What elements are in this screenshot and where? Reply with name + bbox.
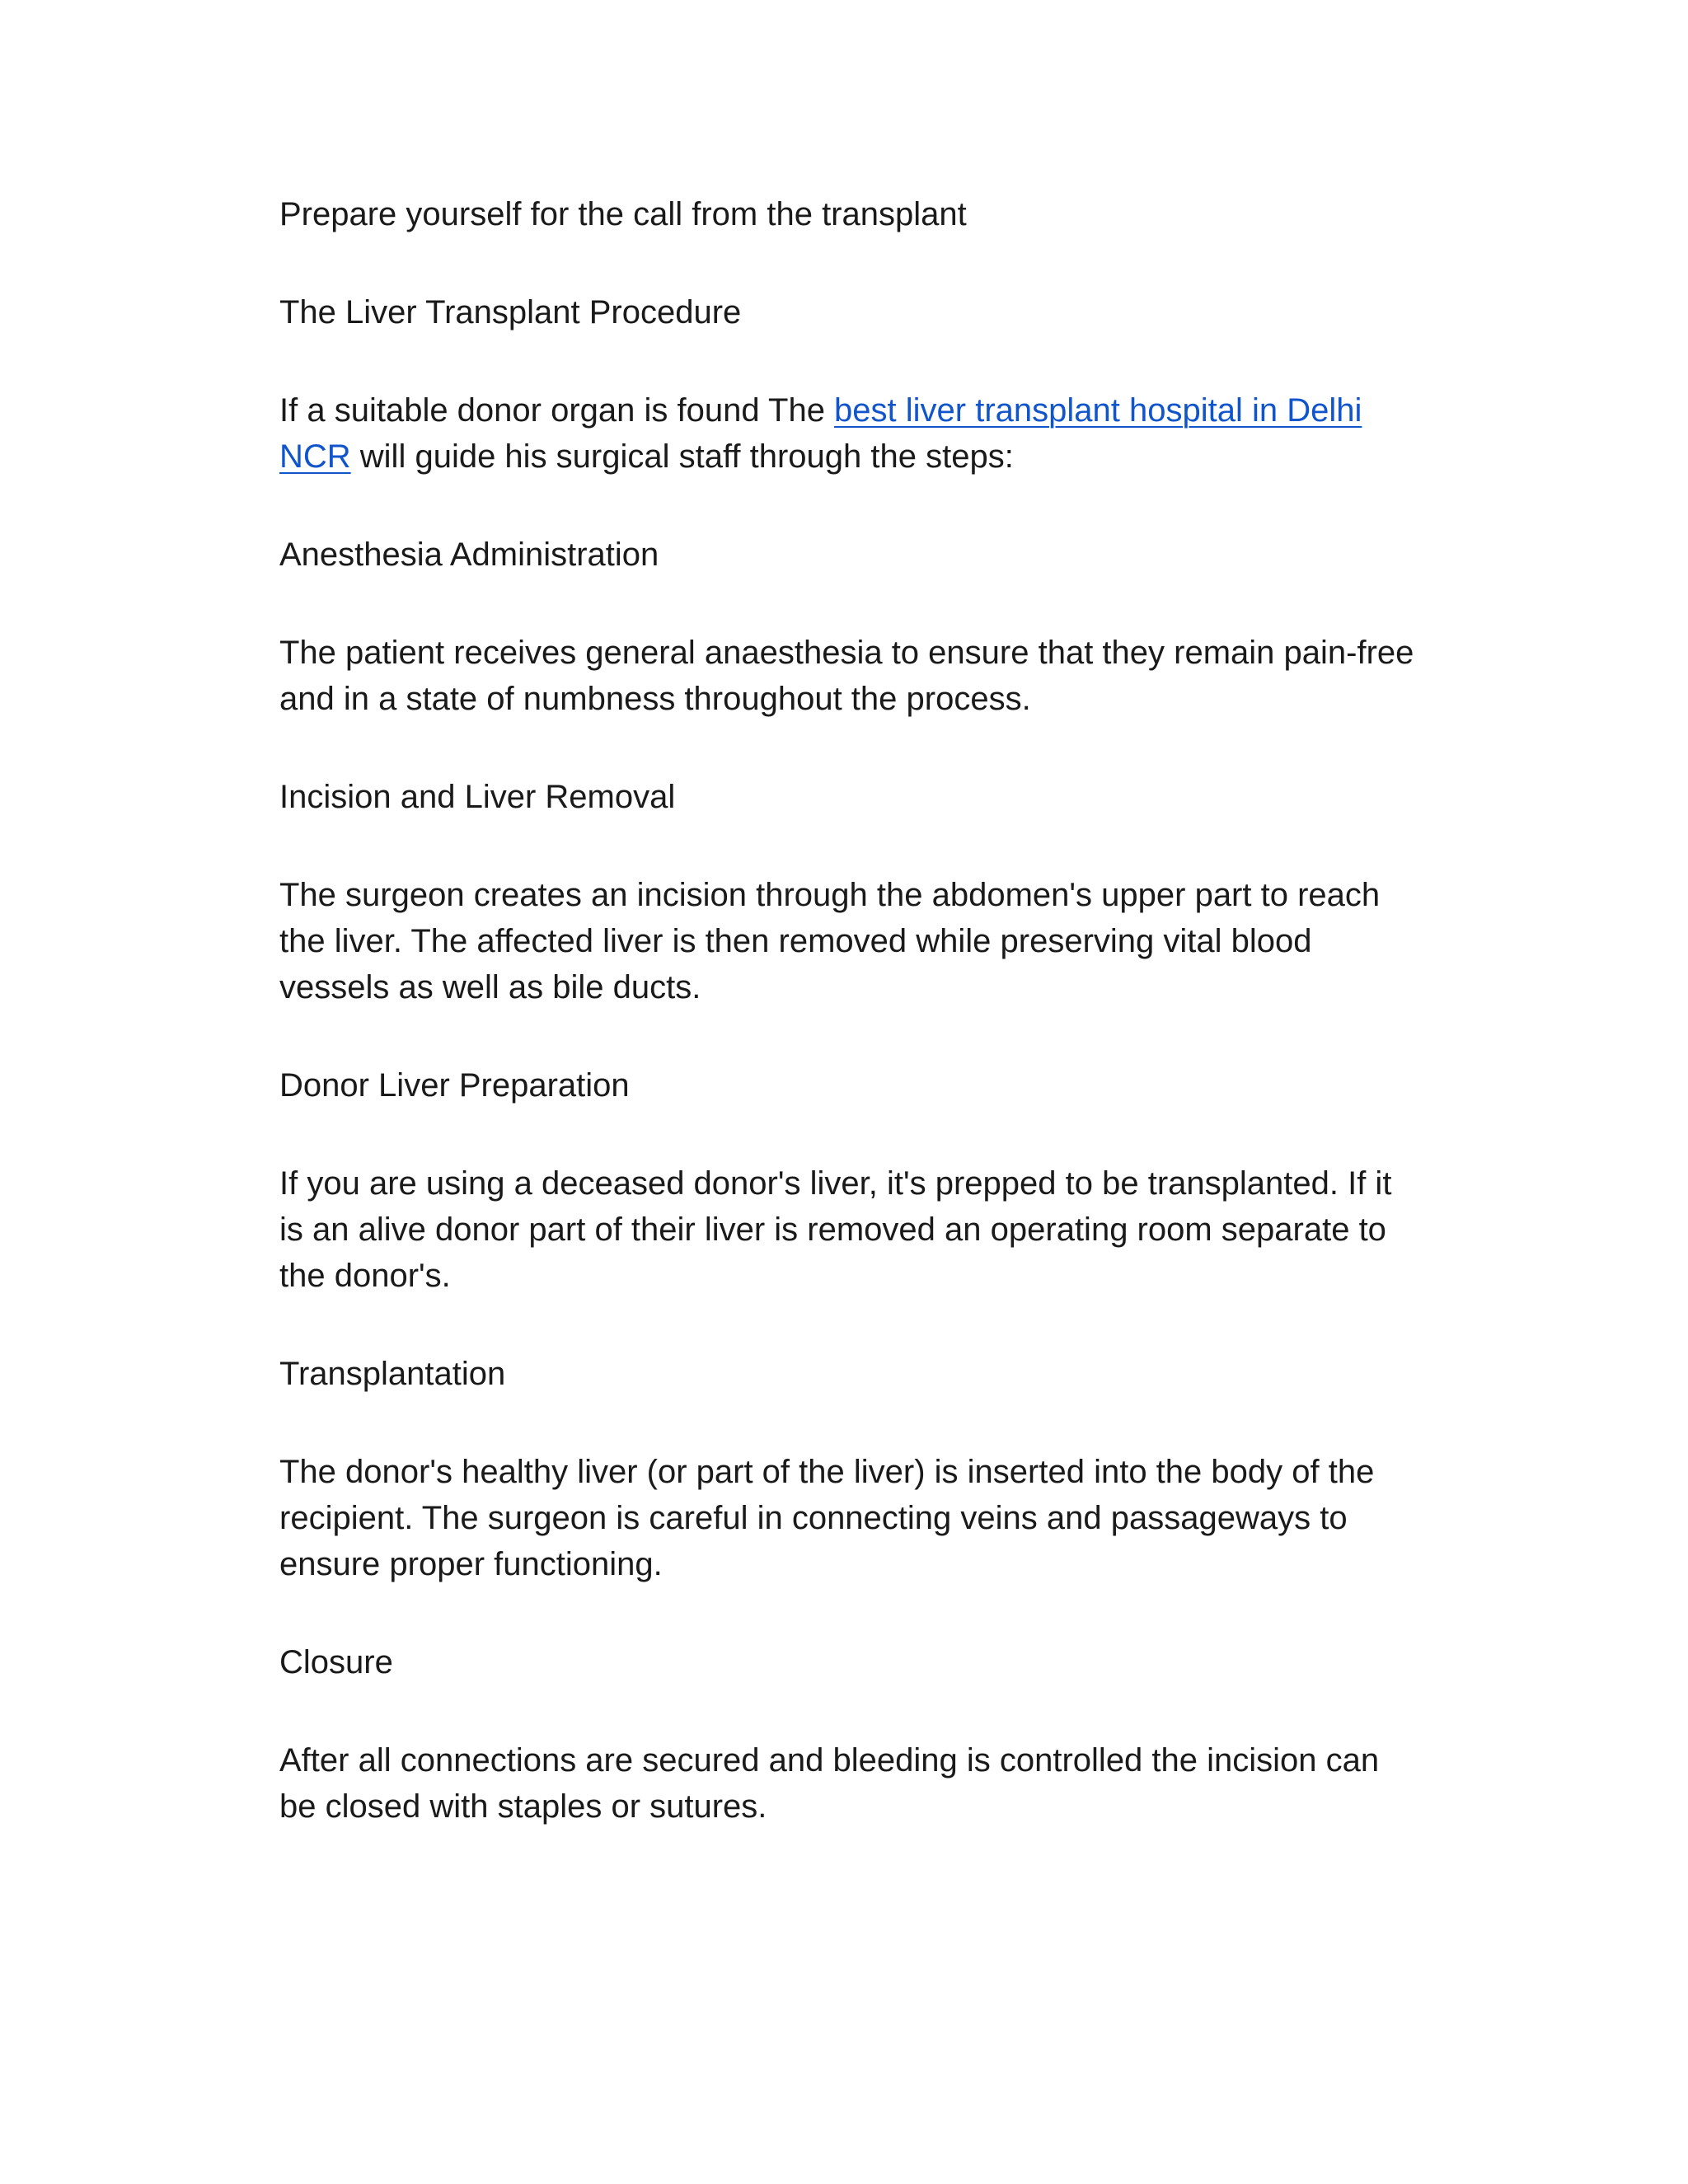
heading-closure: Closure [279, 1644, 393, 1680]
heading-procedure: The Liver Transplant Procedure [279, 294, 742, 330]
paragraph-donor-prep: If you are using a deceased donor's liver, it's prepped to be transplanted. If it is an alive donor part of their liver is removed an operating room separate to the donor's. [279, 1165, 1392, 1294]
paragraph-closure: After all connections are secured and bleeding is controlled the incision can be closed with staples or sutures. [279, 1742, 1380, 1825]
heading-transplantation: Transplantation [279, 1356, 506, 1392]
hospital-link[interactable]: best liver transplant hospital in Delhi NCR [279, 392, 1362, 475]
heading-anesthesia: Anesthesia Administration [279, 537, 659, 573]
paragraph-intro [279, 387, 1417, 480]
paragraph-transplantation: The donor's healthy liver (or part of the liver) is inserted into the body of the recipient. The surgeon is careful in connecting veins and passageways to ensure proper functioning. [279, 1454, 1375, 1582]
document-body [279, 191, 1417, 1882]
intro-text-before: If a suitable donor organ is found The [279, 392, 835, 429]
intro-text-after: will guide his surgical staff through the steps: [350, 438, 1014, 475]
heading-donor-prep: Donor Liver Preparation [279, 1067, 630, 1104]
heading-incision: Incision and Liver Removal [279, 779, 676, 815]
heading-prepare-call: Prepare yourself for the call from the transplant [279, 196, 967, 232]
paragraph-anesthesia: The patient receives general anaesthesia to ensure that they remain pain-free and in a state of numbness throughout the process. [279, 635, 1414, 717]
paragraph-incision: The surgeon creates an incision through the abdomen's upper part to reach the liver. The affected liver is then removed while preserving vital blood vessels as well as bile ducts. [279, 877, 1381, 1005]
